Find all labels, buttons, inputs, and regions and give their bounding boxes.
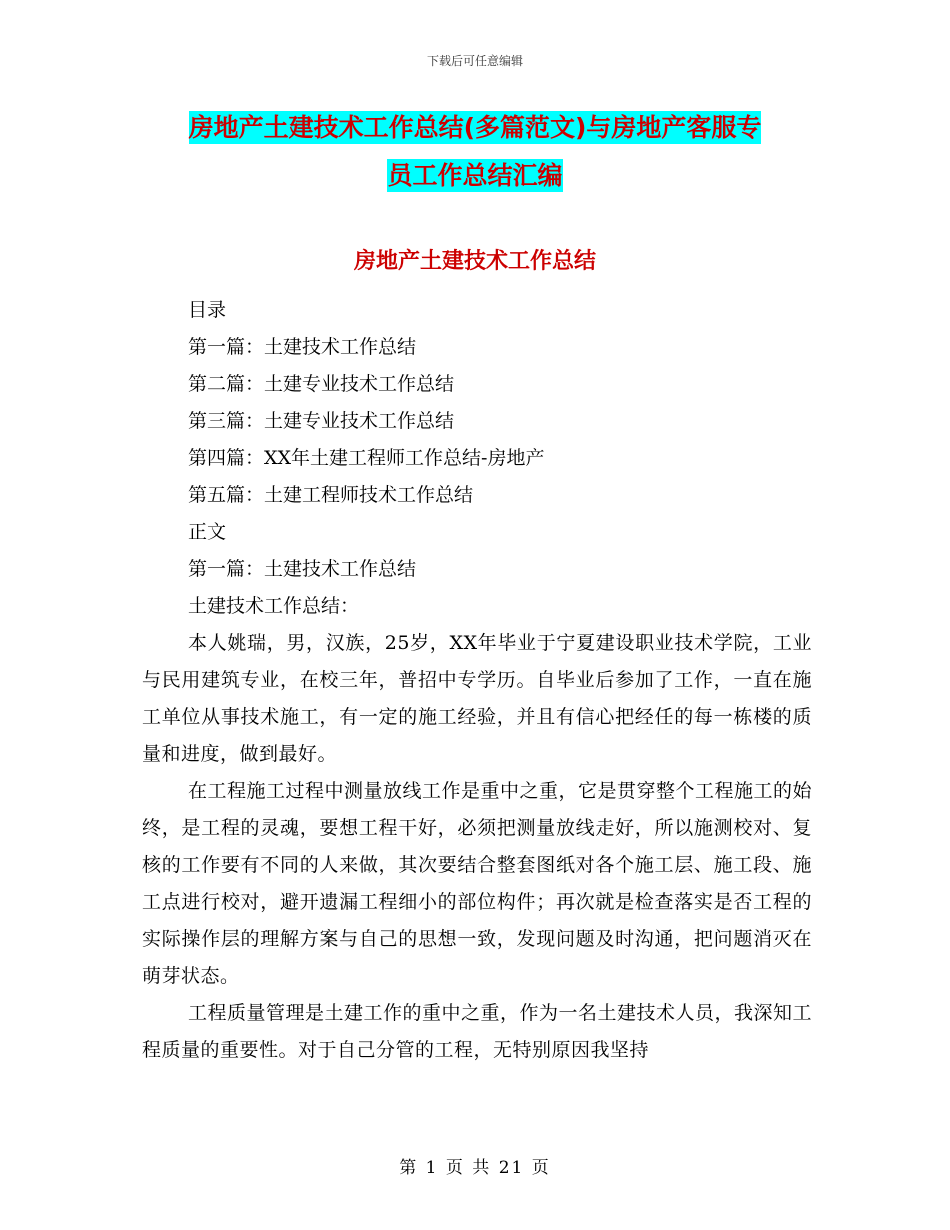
paragraph-2: 在工程施工过程中测量放线工作是重中之重，它是贯穿整个工程施工的始终，是工程的灵魂，要想工程干好，必须把测量放线走好，所以施测校对、复核的工作要有不同的人来做，其次要结合整套图纸对各个施工层、施工段、施工点进行校对，避开遗漏工程细小的部位构件；再次就是检查落实是否工程的实际操作层的理解方案与自己的思想一致，发现问题及时沟通，把问题消灭在萌芽状态。 — [142, 780, 813, 987]
paragraph-1: 本人姚瑞，男，汉族，25岁，XX年毕业于宁夏建设职业技术学院，工业与民用建筑专业，在校三年，普招中专学历。自毕业后参加了工作，一直在施工单位从事技术施工，有一定的施工经验，并且有信心把经任的每一栋楼的质量和进度，做到最好。 — [142, 632, 812, 765]
document-body — [142, 292, 812, 1069]
toc-item-5: 第五篇：土建工程师技术工作总结 — [188, 484, 474, 506]
intro-label: 土建技术工作总结： — [188, 595, 360, 617]
page-header-note: 下载后可任意编辑 — [426, 54, 523, 68]
toc-item-1: 第一篇：土建技术工作总结 — [188, 336, 417, 358]
paragraph-3: 工程质量管理是土建工作的重中之重，作为一名土建技术人员，我深知工程质量的重要性。对于自己分管的工程，无特别原因我坚持 — [142, 1002, 813, 1061]
toc-item-2: 第二篇：土建专业技术工作总结 — [188, 373, 455, 395]
toc-item-3: 第三篇：土建专业技术工作总结 — [188, 410, 455, 432]
document-title — [0, 104, 950, 200]
part-heading: 第一篇：土建技术工作总结 — [188, 558, 417, 580]
body-heading: 正文 — [188, 521, 227, 543]
page-footer-page-number: 第 1 页 共 21 页 — [399, 1158, 551, 1178]
section-title: 房地产土建技术工作总结 — [353, 249, 596, 274]
toc-heading: 目录 — [188, 299, 227, 321]
document-title-line-1: 房地产土建技术工作总结(多篇范文)与房地产客服专 — [188, 113, 762, 142]
toc-item-4: 第四篇：XX年土建工程师工作总结-房地产 — [188, 447, 545, 469]
document-title-line-2: 员工作总结汇编 — [387, 161, 563, 190]
